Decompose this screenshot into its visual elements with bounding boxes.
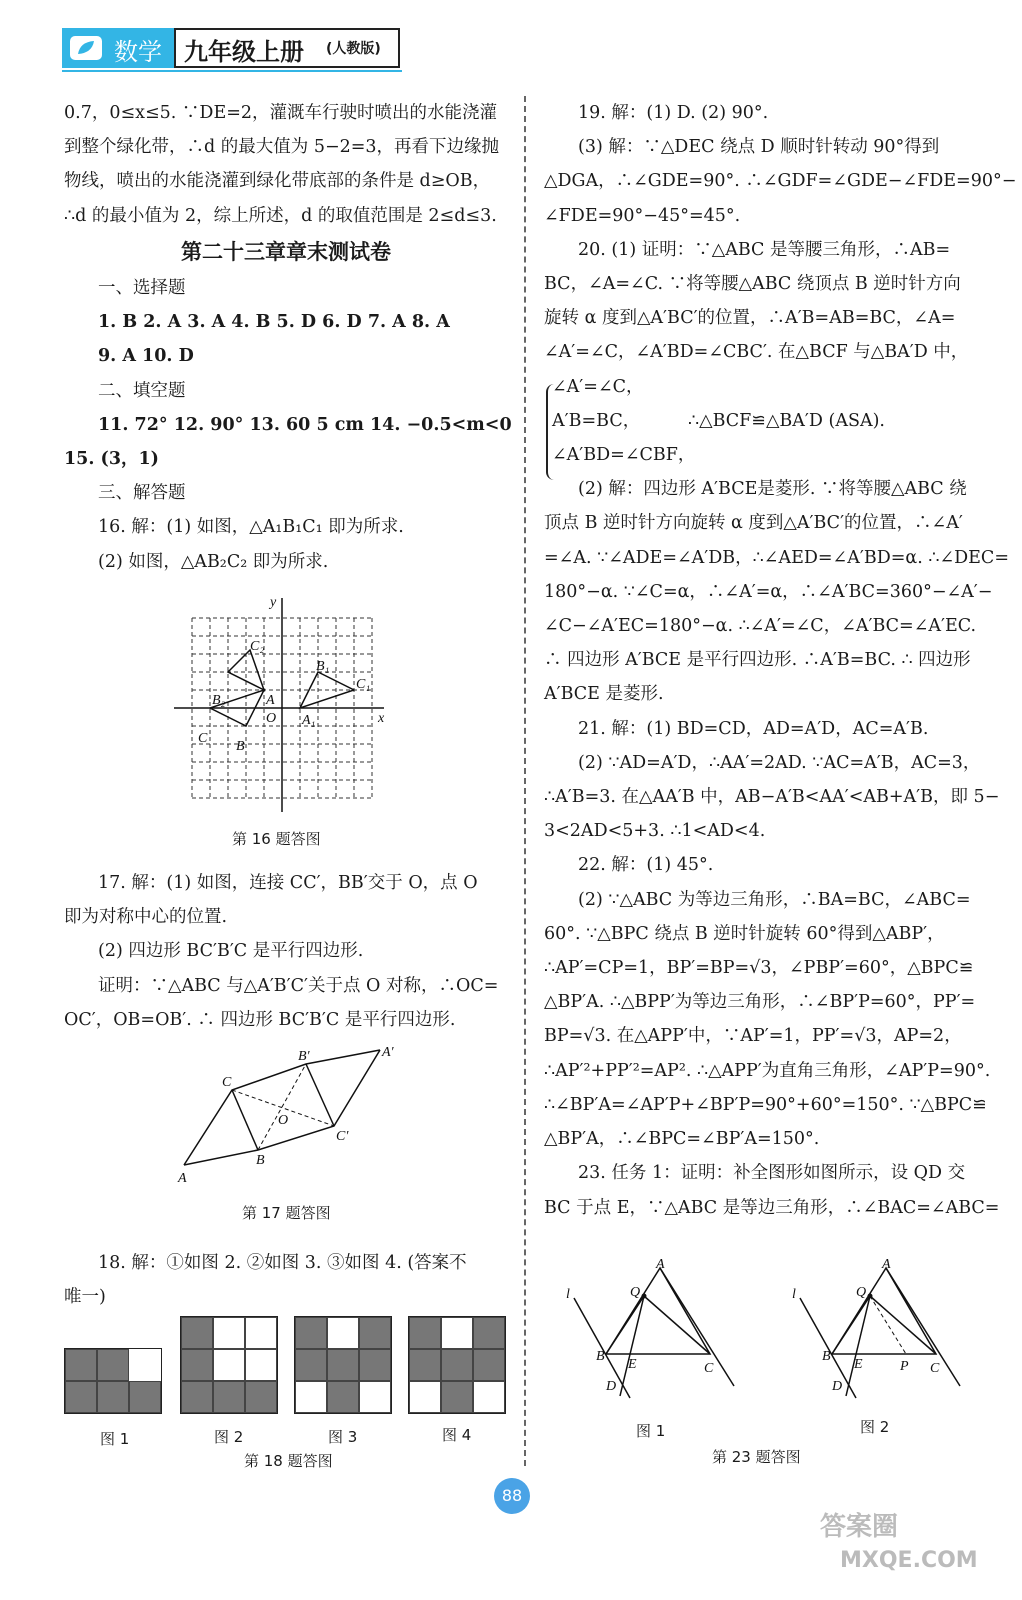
- answer-line: 3<2AD<5+3. ∴1<AD<4.: [544, 821, 766, 842]
- answer-line: 60°. ∵△BPC 绕点 B 逆时针旋转 60°得到△ABP′，: [544, 923, 945, 944]
- point-label: A₁: [302, 713, 316, 728]
- point-label: C: [704, 1361, 714, 1376]
- text-line: 到整个绿化带，∴d 的最大值为 5−2=3，再看下边缘抛: [64, 137, 500, 158]
- point-label: l: [566, 1287, 570, 1302]
- line-qd: [620, 1296, 644, 1396]
- section-heading: 三、解答题: [98, 483, 186, 504]
- leaf-icon: [70, 36, 102, 60]
- fig18-shape-1: [64, 1348, 162, 1414]
- point-label: C: [198, 731, 208, 746]
- equation-text: A′B=BC，: [552, 410, 641, 431]
- answer-line: ∠FDE=90°−45°=45°.: [544, 205, 741, 226]
- left-column: [64, 96, 512, 579]
- edge-cb: [232, 1090, 258, 1150]
- section-heading: 二、填空题: [98, 380, 186, 401]
- left-column-q17: [64, 866, 508, 1037]
- point-label: C: [930, 1361, 940, 1376]
- answer-line: ∴A′B=3. 在△AA′B 中，AB−A′B<AA′<AB+A′B，即 5−: [544, 787, 1000, 808]
- answer-line: 15. (3，1): [64, 449, 159, 470]
- answer-line: ∴AP′²+PP′²=AP². ∴△APP′为直角三角形，∠AP′P=90°.: [544, 1060, 991, 1081]
- equation-line: ∠A′=∠C，: [552, 376, 644, 397]
- point-label: A: [178, 1171, 187, 1186]
- answer-line: ∴AP′=CP=1，BP′=BP=√3，∠PBP′=60°，△BPC≌: [544, 958, 974, 979]
- figure-23-2: [790, 1256, 990, 1406]
- point-label: B: [822, 1349, 831, 1364]
- point-label: B: [256, 1153, 265, 1168]
- point-label: E: [628, 1357, 637, 1372]
- figure-caption: 第 23 题答图: [712, 1448, 801, 1466]
- column-divider: [524, 96, 526, 1466]
- text-line: 物线，喷出的水能浇灌到绿化带底部的条件是 d≥OB，: [64, 171, 491, 192]
- figure-caption: 第 18 题答图: [244, 1452, 333, 1470]
- equation-line: ∠A′BD=∠CBF，: [552, 445, 696, 466]
- point-q: [642, 1294, 647, 1299]
- line-l: [800, 1298, 856, 1398]
- figure-label: 图 2: [214, 1428, 244, 1446]
- answer-line: BP=√3. 在△APP′中，∵AP′=1，PP′=√3，AP=2，: [544, 1026, 962, 1047]
- answer-line: BC 于点 E，∵△ABC 是等边三角形，∴∠BAC=∠ABC=: [544, 1197, 1000, 1218]
- line-l: [574, 1298, 630, 1398]
- axis-label: y: [270, 595, 277, 610]
- point-label: P: [900, 1359, 909, 1374]
- left-column-q18: [64, 1246, 508, 1314]
- point-label: C′: [336, 1129, 349, 1144]
- answer-line: ∴∠BP′A=∠AP′P+∠BP′P=90°+60°=150°. ∵△BPC≌: [544, 1094, 987, 1115]
- section-heading: 一、选择题: [98, 278, 186, 299]
- fig18-shape-4: [408, 1316, 506, 1414]
- line-qp: [870, 1296, 906, 1354]
- equation-result: ∴△BCF≌△BA′D (ASA).: [688, 410, 885, 431]
- answer-line: (2) 如图，△AB₂C₂ 即为所求.: [98, 551, 329, 572]
- header-edition: (人教版): [326, 41, 381, 57]
- answer-line: 证明：∵△ABC 与△A′B′C′关于点 O 对称，∴OC=: [98, 975, 499, 996]
- page-number: 88: [494, 1478, 530, 1514]
- header-title: 九年级上册: [184, 38, 304, 66]
- answer-line: 19. 解：(1) D. (2) 90°.: [578, 103, 769, 123]
- watermark-logo: 答案圈: [820, 1512, 899, 1542]
- right-column: [544, 96, 1017, 1225]
- point-label: C₂: [250, 639, 265, 654]
- text-line: ∴d 的最小值为 2，综上所述，d 的取值范围是 2≤d≤3.: [64, 205, 497, 226]
- figure-16-grid: [170, 590, 400, 820]
- point-label: B′: [298, 1049, 310, 1064]
- answer-line: 旋转 α 度到△A′BC′的位置，∴A′B=AB=BC，∠A=: [544, 308, 956, 329]
- figure-label: 图 1: [100, 1430, 130, 1448]
- answer-line: A′BCE 是菱形.: [544, 684, 664, 705]
- chapter-title: 第二十三章章末测试卷: [181, 239, 391, 264]
- line-qc: [870, 1296, 936, 1354]
- line-qb: [832, 1296, 870, 1354]
- axis-label: x: [378, 711, 385, 726]
- answer-line: 20. (1) 证明：∵△ABC 是等腰三角形，∴AB=: [578, 239, 951, 260]
- point-label: C₁: [356, 677, 371, 692]
- answer-line: ∴ 四边形 A′BCE 是平行四边形. ∴A′B=BC. ∴ 四边形: [544, 650, 971, 671]
- book-header: [62, 28, 400, 68]
- answer-line: 22. 解：(1) 45°.: [578, 855, 714, 876]
- point-label: E: [854, 1357, 863, 1372]
- answer-line: 1. B 2. A 3. A 4. B 5. D 6. D 7. A 8. A: [98, 312, 450, 333]
- answer-line: 顶点 B 逆时针方向旋转 α 度到△A′BC′的位置，∴∠A′: [544, 513, 963, 534]
- point-label: B: [236, 739, 245, 754]
- header-underline: [62, 70, 402, 72]
- equation-line: [544, 404, 988, 438]
- answer-line: (2) ∵△ABC 为等边三角形，∴BA=BC，∠ABC=: [578, 889, 971, 910]
- figure-label: 图 4: [442, 1426, 472, 1444]
- answer-line: 9. A 10. D: [98, 346, 194, 367]
- point-label: O: [278, 1113, 289, 1128]
- answer-line: (2) 解：四边形 A′BCE是菱形. ∵将等腰△ABC 绕: [578, 479, 967, 500]
- point-label: A: [656, 1257, 665, 1272]
- point-label: B₁: [316, 659, 330, 674]
- equation-brace: [546, 384, 556, 480]
- answer-line: 唯一): [64, 1287, 106, 1308]
- answer-line: 11. 72° 12. 90° 13. 60 5 cm 14. −0.5<m<0: [98, 414, 512, 435]
- answer-line: △BP′A，∴∠BPC=∠BP′A=150°.: [544, 1129, 820, 1150]
- answer-line: ∠C−∠A′EC=180°−α. ∴∠A′=∠C，∠A′BC=∠A′EC.: [544, 616, 977, 637]
- point-label: A: [266, 693, 275, 708]
- line-qc: [644, 1296, 710, 1354]
- line-ac-extended: [660, 1268, 734, 1386]
- text-line: 0.7，0≤x≤5. ∵DE=2，灌溉车行驶时喷出的水能浇灌: [64, 103, 498, 123]
- answer-line: OC′，OB=OB′. ∴ 四边形 BC′B′C 是平行四边形.: [64, 1009, 456, 1030]
- point-label: D: [606, 1379, 617, 1394]
- figure-17-parallelogram: [170, 1040, 410, 1190]
- answer-line: 21. 解：(1) BD=CD，AD=A′D，AC=A′B.: [578, 718, 929, 739]
- fig18-shape-2: [180, 1316, 278, 1414]
- answer-line: (2) 四边形 BC′B′C 是平行四边形.: [98, 941, 364, 962]
- point-label: B₂: [212, 693, 226, 708]
- fig18-shape-3: [294, 1316, 392, 1414]
- answer-line: 18. 解：①如图 2. ②如图 3. ③如图 4. (答案不: [98, 1253, 467, 1273]
- point-label: B: [596, 1349, 605, 1364]
- figure-label: 图 3: [328, 1428, 358, 1446]
- answer-line: 17. 解：(1) 如图，连接 CC′，BB′交于 O，点 O: [98, 873, 478, 893]
- answer-line: (3) 解：∵△DEC 绕点 D 顺时针转动 90°得到: [578, 137, 940, 158]
- point-label: A′: [382, 1045, 394, 1060]
- answer-line: △BP′A. ∴△BPP′为等边三角形，∴∠BP′P=60°，PP′=: [544, 992, 976, 1013]
- answer-line: 即为对称中心的位置.: [64, 907, 228, 928]
- point-label: C: [222, 1075, 232, 1090]
- point-label: D: [832, 1379, 843, 1394]
- point-label: l: [792, 1287, 796, 1302]
- answer-line: BC，∠A=∠C. ∵将等腰△ABC 绕顶点 B 逆时针方向: [544, 274, 961, 295]
- answer-line: 16. 解：(1) 如图，△A₁B₁C₁ 即为所求.: [98, 517, 404, 538]
- line-qb: [606, 1296, 644, 1354]
- header-subject: 数学: [114, 38, 162, 66]
- figure-caption: 第 17 题答图: [242, 1204, 331, 1222]
- answer-line: 180°−α. ∵∠C=α，∴∠A′=α，∴∠A′BC=360°−∠A′−: [544, 581, 993, 602]
- answer-line: ∠A′=∠C，∠A′BD=∠CBC′. 在△BCF 与△BA′D 中，: [544, 342, 969, 363]
- figure-label: 图 2: [860, 1418, 890, 1436]
- watermark-url: MXQE.COM: [840, 1548, 978, 1573]
- point-label: Q: [856, 1285, 867, 1300]
- figure-23-1: [560, 1256, 760, 1406]
- figure-caption: 第 16 题答图: [232, 830, 321, 848]
- point-label: Q: [630, 1285, 641, 1300]
- point-label: A: [882, 1257, 891, 1272]
- answer-line: =∠A. ∵∠ADE=∠A′DB，∴∠AED=∠A′BD=α. ∴∠DEC=: [544, 547, 1009, 568]
- point-q: [868, 1294, 873, 1299]
- point-label: O: [266, 711, 277, 726]
- answer-line: △DGA，∴∠GDE=90°. ∴∠GDF=∠GDE−∠FDE=90°−: [544, 171, 1017, 192]
- figure-label: 图 1: [636, 1422, 666, 1440]
- edge-bpcp: [306, 1064, 334, 1126]
- line-qd: [846, 1296, 870, 1396]
- answer-line: (2) ∵AD=A′D，∴AA′=2AD. ∵AC=A′B，AC=3，: [578, 752, 981, 773]
- answer-line: 23. 任务 1：证明：补全图形如图所示，设 QD 交: [578, 1163, 966, 1184]
- line-ac-extended: [886, 1268, 960, 1386]
